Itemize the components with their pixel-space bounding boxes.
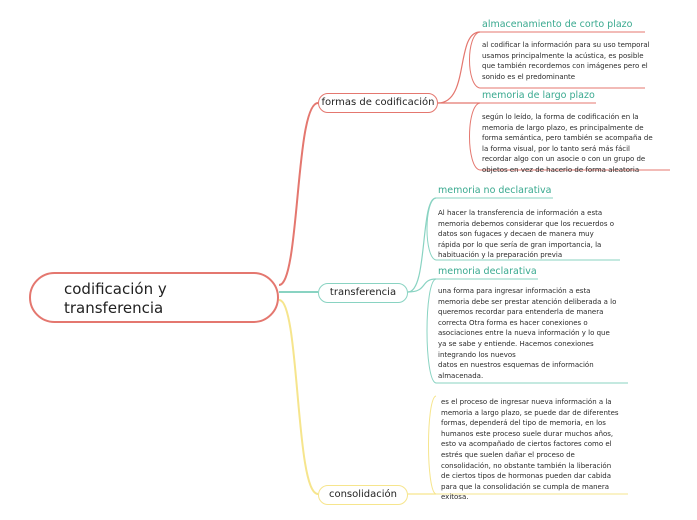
note-line: formas, dependerá del tipo de memoria, en los (441, 419, 606, 428)
note-line: objetos en vez de hacerlo de forma aleatoria (482, 165, 640, 174)
branch-consolidacion[interactable] (318, 485, 408, 505)
note-line: una forma para ingresar información a esta (438, 287, 591, 295)
note-line: forma semántica, pero también se acompaña de (482, 134, 653, 143)
note-line: la forma visual, por lo tanto será más fácil (482, 144, 630, 153)
note-line: esto va acompañado de ciertos factores como el (441, 440, 612, 449)
note-line: memoria debe ser prestar atención deliberada a lo (438, 297, 617, 306)
branch-transferencia[interactable] (318, 283, 408, 303)
note-line: datos son fugaces y decaen de manera muy (438, 230, 594, 239)
topic-memoria-no-declarativa[interactable]: memoria no declarativa (438, 185, 552, 196)
note-line: al codificar la información para su uso temporal (482, 41, 650, 49)
topic-corto-plazo[interactable]: almacenamiento de corto plazo (482, 19, 633, 30)
root-node[interactable] (29, 272, 279, 323)
branch-consolidacion-label: consolidación (328, 489, 398, 500)
link-root-consolidacion (279, 300, 318, 494)
note-consolidacion (441, 397, 631, 503)
branch-formas-label: formas de codificación (321, 97, 435, 108)
note-line: consolidación, no obstante también la liberación (441, 461, 612, 470)
note-line: que también recordemos con imágenes pero el (482, 62, 648, 71)
root-title-line2: transferencia (64, 299, 164, 317)
note-largo-plazo (482, 112, 672, 176)
topic-largo-plazo[interactable]: memoria de largo plazo (482, 90, 595, 101)
note-line: usamos principalmente la acústica, es posible (482, 51, 644, 60)
note-line: es el proceso de ingresar nueva información a la (441, 398, 612, 406)
note-line: queremos recordar para entenderla de manera (438, 308, 604, 317)
topic-memoria-declarativa[interactable]: memoria declarativa (438, 266, 537, 277)
branch-formas-de-codificacion[interactable] (318, 93, 438, 113)
note-line: estrés que suelen dañar el proceso de (441, 450, 575, 459)
note-memoria-no-declarativa (438, 208, 628, 261)
note-line: humanos este proceso suele durar muchos años, (441, 429, 614, 438)
note-line: asociaciones entre la nueva información y lo que (438, 329, 610, 338)
root-title-line1: codificación y (64, 280, 167, 298)
note-line: memoria debemos considerar que los recuerdos o (438, 219, 614, 228)
note-line: rápida por lo que sería de gran importancia, la (438, 240, 602, 249)
note-line: memoria a largo plazo, se puede dar de diferentes (441, 408, 619, 417)
bracket-consolidacion (429, 396, 437, 494)
link-transferencia-topic1 (408, 198, 436, 292)
note-line: Al hacer la transferencia de información a esta (438, 209, 603, 217)
note-line: habituación y la preparación previa (438, 251, 563, 260)
note-corto-plazo (482, 40, 662, 82)
note-line: integrando los nuevos (438, 350, 516, 359)
link-formas-topic1 (438, 32, 480, 103)
note-line: sonido es el predominante (482, 72, 576, 81)
link-root-formas (279, 103, 318, 285)
note-line: para que la consolidación se cumpla de manera (441, 482, 610, 491)
note-line: datos en nuestros esquemas de información (438, 361, 594, 370)
note-line: ya se sabe y entiende. Hacemos conexiones (438, 339, 594, 348)
note-memoria-declarativa (438, 286, 633, 381)
note-line: almacenada. (438, 371, 484, 380)
branch-transferencia-label: transferencia (329, 287, 397, 298)
note-line: exitosa. (441, 493, 469, 502)
note-line: correcta Otra forma es hacer conexiones o (438, 318, 588, 327)
note-line: recordar algo con un asocie o con un grupo de (482, 155, 646, 164)
note-line: de ciertos tipos de hormonas pueden dar cabida (441, 472, 611, 481)
note-line: memoria de largo plazo, es principalmente de (482, 123, 644, 132)
note-line: según lo leído, la forma de codificación en la (482, 113, 639, 121)
